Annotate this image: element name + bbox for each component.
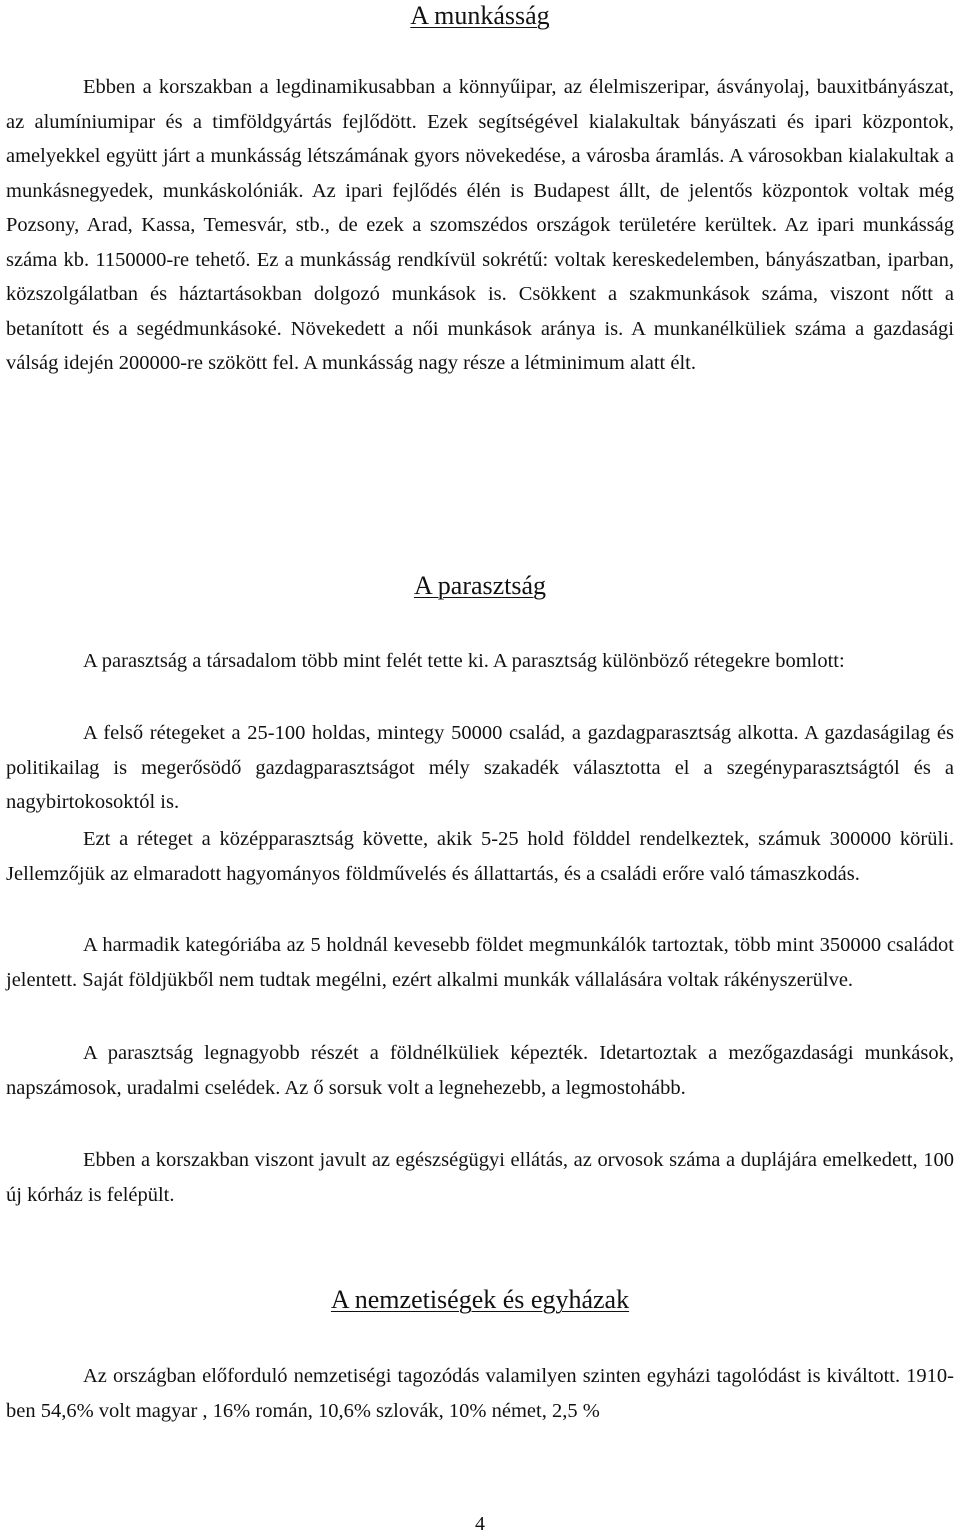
paragraph-parasztsag-1: A parasztság a társadalom több mint felét tette ki. A parasztság különböző rétegekre bomlott: <box>83 650 845 672</box>
heading-nemzetisegek: A nemzetiségek és egyházak <box>330 1285 630 1314</box>
paragraph-nemzetisegek: Az országban előforduló nemzetiségi tagozódás valamilyen szinten egyházi tagolódást is kiváltott. 1910-ben 54,6% volt magyar , 16% román, 10,6% szlovák, 10% német, 2,5 % <box>6 1365 954 1422</box>
paragraph-munkassag: Ebben a korszakban a legdinamikusabban a könnyűipar, az élelmiszeripar, ásványolaj, bauxitbányászat, az alumíniumipar és a timföldgyártás fejlődött. Ezek segítségével kialakultak bányászati és ipari központok, amelyekkel együtt járt a munkásság létszámának gyors növekedése, a városba áramlás. A városokban kialakultak a munkásnegyedek, munkáskolóniák. Az ipari fejlődés élén is Budapest állt, de jelentős központok voltak még Pozsony, Arad, Kassa, Temesvár, stb., de ezek a szomszédos országok területére kerültek. Az ipari munkásság száma kb. 1150000-re tehető. Ez a munkásság rendkívül sokrétű: voltak kereskedelemben, bányászatban, iparban, közszolgálatban és háztartásokban dolgozó munkások is. Csökkent a szakmunkások száma, viszont nőtt a betanított és a segédmunkásoké. Növekedett a női munkások aránya is. A munkanélküliek száma a gazdasági válság idején 200000-re szökött fel. A munkásság nagy része a létminimum alatt élt. <box>6 76 954 374</box>
paragraph-parasztsag-6: Ebben a korszakban viszont javult az egészségügyi ellátás, az orvosok száma a duplájára emelkedett, 100 új kórház is felépült. <box>6 1149 954 1206</box>
paragraph-parasztsag-4: A harmadik kategóriába az 5 holdnál kevesebb földet megmunkálók tartoztak, több mint 350000 családot jelentett. Saját földjükből nem tudtak megélni, ezért alkalmi munkák vállalására voltak rákényszerülve. <box>6 934 954 991</box>
paragraph-parasztsag-2: A felső rétegeket a 25-100 holdas, mintegy 50000 család, a gazdagparasztság alkotta. A gazdaságilag és politikailag is megerősödő gazdagparasztságot mély szakadék választotta el a szegényparasztságtól és a nagybirtokosoktól is. <box>6 722 954 813</box>
paragraph-parasztsag-5: A parasztság legnagyobb részét a földnélküliek képezték. Idetartoztak a mezőgazdasági munkások, napszámosok, uradalmi cselédek. Az ő sorsuk volt a legnehezebb, a legmostohább. <box>6 1042 954 1099</box>
heading-parasztsag: A parasztság <box>413 571 547 600</box>
page-number: 4 <box>475 1513 485 1535</box>
heading-munkassag: A munkásság <box>410 1 550 30</box>
paragraph-parasztsag-3: Ezt a réteget a középparasztság követte, akik 5-25 hold földdel rendelkeztek, számuk 300000 körüli. Jellemzőjük az elmaradott hagyományos földművelés és állattartás, és a családi erőre való támaszkodás. <box>6 828 954 885</box>
